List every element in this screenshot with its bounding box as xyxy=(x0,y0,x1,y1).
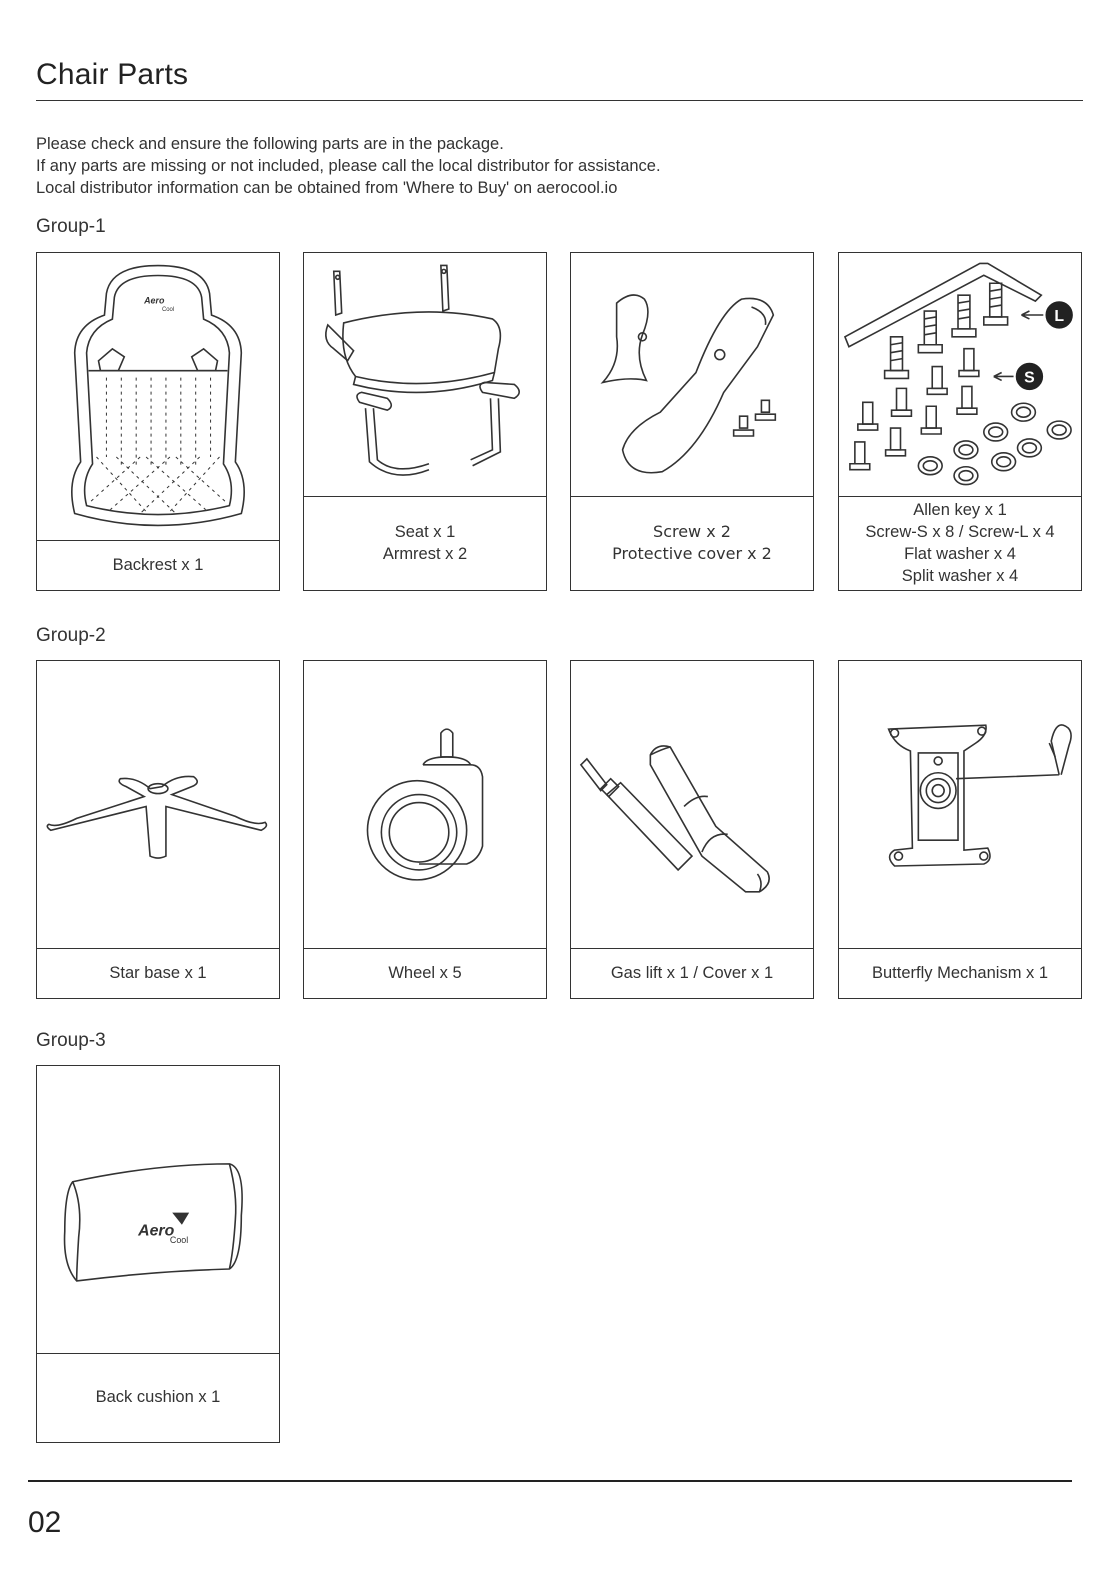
part-caption: Flat washer x 4 xyxy=(904,545,1016,563)
title-divider xyxy=(36,100,1083,101)
back-cushion-icon xyxy=(37,1066,279,1353)
part-card-backrest xyxy=(36,252,280,591)
backrest-logo-subtext: Cool xyxy=(161,307,175,314)
part-caption: Protective cover x 2 xyxy=(612,544,772,563)
intro-line: If any parts are missing or not included, please call the local distributor for assistance. xyxy=(36,157,661,175)
part-card-hardware-kit xyxy=(838,252,1082,591)
seat-armrest-icon xyxy=(304,253,546,496)
screw-s-marker: S xyxy=(1024,369,1035,387)
group-3-label: Group-3 xyxy=(36,1030,106,1051)
butterfly-mechanism-icon xyxy=(839,661,1081,948)
part-card-wheel xyxy=(303,660,547,999)
part-card-back-cushion xyxy=(36,1065,280,1443)
part-caption: Armrest x 2 xyxy=(382,545,468,563)
group-1-label: Group-1 xyxy=(36,216,106,237)
part-card-gas-lift xyxy=(570,660,814,999)
part-caption: Butterfly Mechanism x 1 xyxy=(871,964,1049,982)
gas-lift-icon xyxy=(571,661,813,948)
cushion-logo-subtext: Cool xyxy=(169,1235,189,1246)
part-caption: Back cushion x 1 xyxy=(95,1388,221,1406)
group-2-label: Group-2 xyxy=(36,625,106,646)
screw-l-marker: L xyxy=(1054,307,1065,325)
part-caption: Gas lift x 1 / Cover x 1 xyxy=(610,964,774,982)
part-caption: Allen key x 1 xyxy=(913,501,1007,519)
backrest-icon xyxy=(37,253,279,540)
part-card-butterfly-mechanism xyxy=(838,660,1082,999)
part-caption: Screw x 2 xyxy=(653,522,731,541)
intro-text xyxy=(36,133,661,199)
intro-line: Please check and ensure the following parts are in the package. xyxy=(36,135,504,153)
cushion-logo-text: Aero xyxy=(138,1222,175,1240)
part-caption: Wheel x 5 xyxy=(388,964,462,982)
part-caption: Seat x 1 xyxy=(394,523,456,541)
backrest-logo-text: Aero xyxy=(144,295,165,306)
wheel-icon xyxy=(304,661,546,948)
intro-line: Local distributor information can be obtained from 'Where to Buy' on aerocool.io xyxy=(36,179,618,197)
hardware-kit-icon xyxy=(839,253,1081,496)
star-base-icon xyxy=(37,661,279,948)
page-number: 02 xyxy=(28,1506,62,1539)
part-caption: Screw-S x 8 / Screw-L x 4 xyxy=(865,523,1055,541)
part-card-seat-armrest xyxy=(303,252,547,591)
part-card-protective-cover xyxy=(570,252,814,591)
part-caption: Split washer x 4 xyxy=(901,567,1019,585)
footer-divider xyxy=(28,1480,1072,1482)
part-caption: Star base x 1 xyxy=(109,964,207,982)
part-caption: Backrest x 1 xyxy=(112,556,204,574)
page-title: Chair Parts xyxy=(36,58,189,91)
part-card-star-base xyxy=(36,660,280,999)
protective-cover-icon xyxy=(571,253,813,496)
